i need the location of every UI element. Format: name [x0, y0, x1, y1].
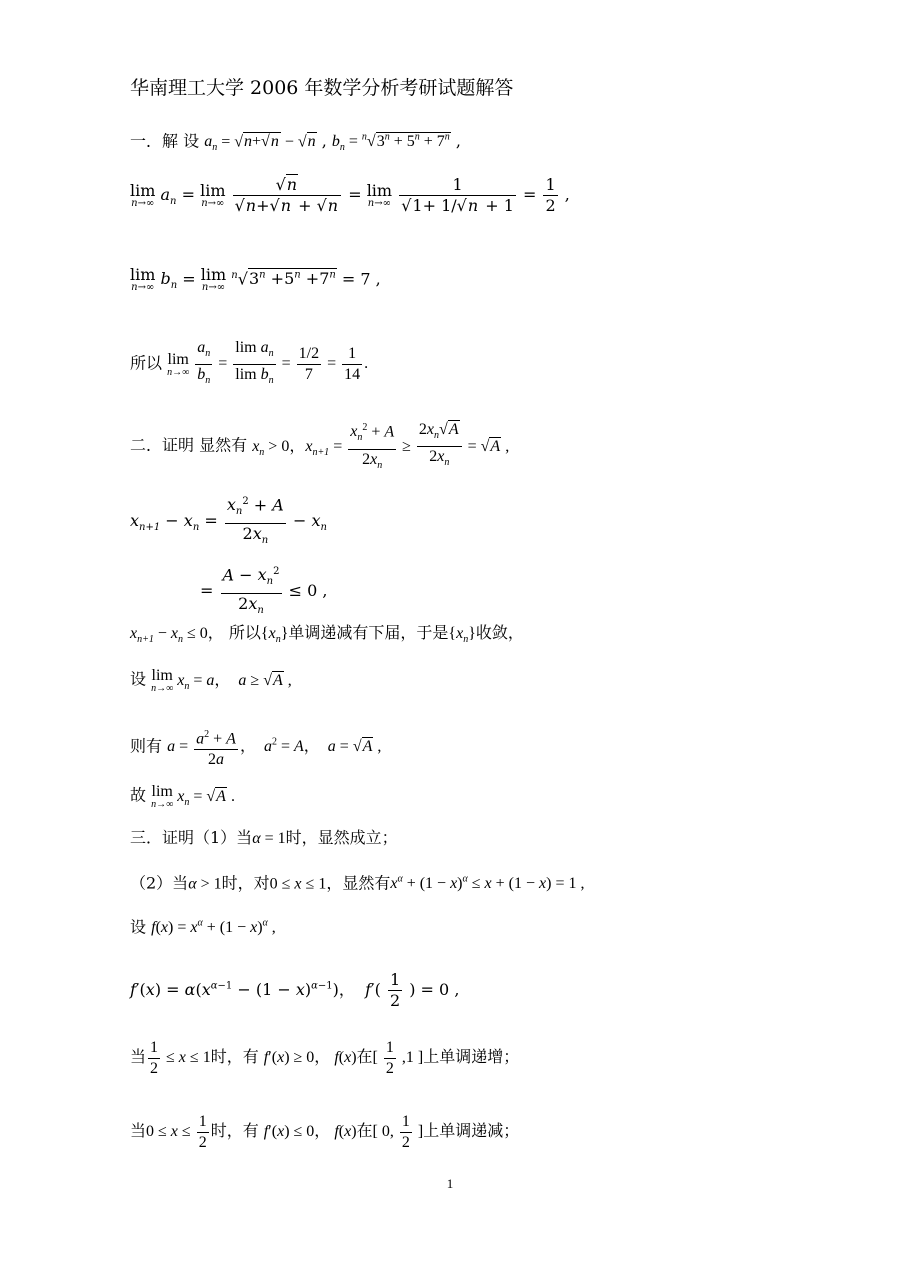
s3-when-1: 当	[130, 1047, 147, 1067]
s3-p2-a: （2）当	[130, 873, 189, 893]
s2-l4-a: 所以	[228, 623, 261, 642]
s3-line5: 当 $\frac{1}{2}$ ≤ x ≤ 1时，有 f′(x) ≥ 0， f(x)在[ $\frac{1}{2}$ ,1 ]上单调递增；	[130, 1039, 520, 1077]
s1-conclusion: 所以 lim n→∞ $\frac{a_n}{b_n}$ = $\frac{\lim a_n}{\lim b_n}$ = $\frac{1/2}{7}$ = $\frac{1}{14}$ .	[130, 339, 369, 387]
s2-line3: = $\frac{A - x_n^2}{2x_n}$ ≤ 0 ,	[200, 562, 327, 621]
s3-set: 设	[130, 917, 147, 937]
s1-def-a: $a_n = √n+√n - √n$	[204, 133, 316, 154]
s3-line1: 三．证明（1）当α = 1时，显然成立；	[130, 828, 398, 847]
s2-line1: 二．证明 显然有 $x_n > 0$，$x_{n+1}$ = $\frac{x_n^2 + A}{2x_n}$ ≥ $\frac{2x_n√A}{2x_n}$ = √A ,	[130, 418, 509, 476]
document-title: 华南理工大学 2006 年数学分析考研试题解答	[130, 77, 514, 99]
s1-definitions: 一．解 设 $a_n = √n+√n - √n$ , $b_n = ^n√3^n + 5^n + 7^n$ ,	[130, 131, 461, 154]
s1-def-b: $b_n = ^n√3^n + 5^n + 7^n$	[331, 132, 450, 154]
s2-line5: 设 lim n→∞ $x_n = a$， a ≥ √A ,	[130, 667, 292, 694]
s2-set: 设	[130, 669, 147, 689]
s2-then: 则有	[130, 736, 163, 756]
s3-in-1: 在	[356, 1047, 373, 1067]
s3-line6: 当0 ≤ x ≤ $\frac{1}{2}$ 时，有 f′(x) ≤ 0， f(x)在[ 0, $\frac{1}{2}$ ]上单调递减；	[130, 1113, 520, 1151]
s3-line2: （2）当α > 1时，对0 ≤ x ≤ 1，显然有$x^\alpha + (1 - x)^\alpha \le x + (1 - x) = 1$ ,	[130, 873, 585, 893]
s3-head: 三．证明（1）当	[130, 828, 253, 847]
page-number: 1	[446, 1176, 454, 1191]
s2-l4-c: 收敛，	[475, 623, 524, 642]
s3-when-tail-2: 时，有	[210, 1121, 259, 1141]
s1-head: 一．解 设	[130, 131, 200, 151]
s3-line4: $f'(x) = \alpha(x^{\alpha-1} - (1 - x)^{\alpha-1})$， f′( $\frac{1}{2}$ ) = 0 ,	[130, 970, 460, 1010]
s3-head-tail: 时，显然成立；	[285, 828, 398, 847]
s3-incr: 上单调递增；	[423, 1047, 520, 1067]
s2-line4: $x_{n+1} - x_n \le 0$， 所以$\{x_n\}$单调递减有下届，于是$\{x_n\}$收敛，	[130, 623, 524, 646]
s2-line2: $x_{n+1} - x_n$ = $\frac{x_n^2 + A}{2x_n}$ − $x_n$	[130, 492, 327, 551]
s3-when-2: 当	[130, 1121, 147, 1141]
s1-so-prefix: 所以	[130, 353, 163, 373]
s3-when-tail-1: 时，有	[210, 1047, 259, 1067]
s3-decr: 上单调递减；	[423, 1121, 520, 1141]
s2-l4-b: 单调递减有下届，于是	[288, 623, 449, 642]
s2-hence: 故	[130, 785, 147, 805]
s3-p2-b: 时，对	[221, 873, 270, 893]
s1-lim-b: lim n→∞ $b_n = \lim$ n→∞ $^n√3^n +5^n +7^n = 7$ ,	[130, 264, 381, 293]
s2-line7: 故 lim n→∞ $x_n = √A$ .	[130, 783, 235, 810]
s3-p2-c: ，显然有	[326, 873, 391, 893]
s1-lim-a: lim n→∞ $a_n = \lim$ n→∞ $\frac{√n}{√n+√n + √n}$ = lim n→∞ $\frac{1}{√1+ 1/√n + 1}$ = $\frac{1}{2}$ ,	[130, 175, 570, 215]
s3-in-2: 在	[356, 1121, 373, 1141]
s3-line3: 设 $f(x) = x^\alpha + (1 - x)^\alpha$ ,	[130, 917, 276, 937]
s2-head: 二．证明 显然有	[130, 435, 248, 455]
s2-line6: 则有 a = $\frac{a^2 + A}{2a}$ ， $a^2 = A$， a = √A ,	[130, 725, 381, 770]
